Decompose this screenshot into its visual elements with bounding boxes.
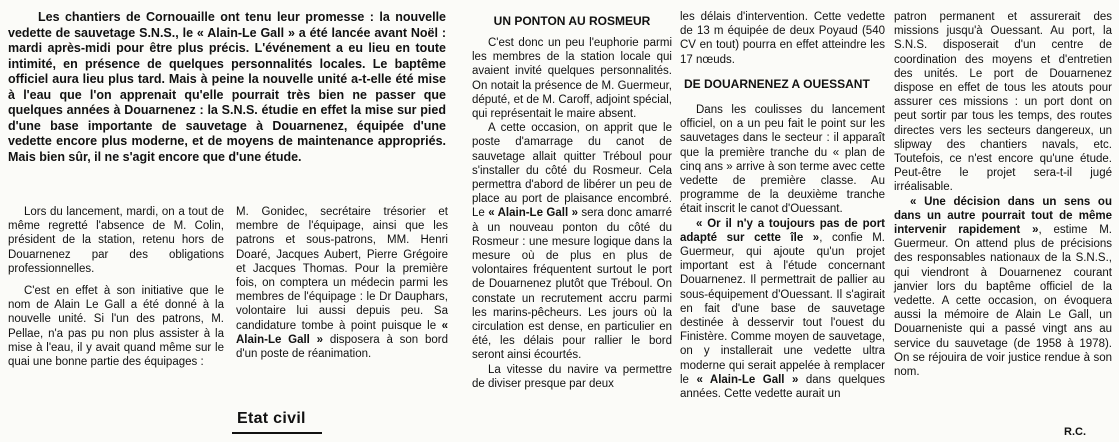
col4-boat-name: « Alain-Le Gall »: [696, 373, 799, 386]
lead-paragraph: [8, 10, 446, 165]
column-4: [680, 10, 885, 401]
col4-paragraph-0: les délais d'intervention. Cette vedette de 13 m équipée de deux Poyaud (540 CV en tout) pourra en effet atteindre les 17 nœuds.: [680, 11, 885, 66]
heading-douarnenez-ouessant: DE DOUARNENEZ A OUESSANT: [684, 76, 870, 91]
col3-paragraph-3: La vitesse du navire va permettre de diviser presque par deux: [472, 363, 672, 390]
col1-paragraph-1: Lors du lancement, mardi, on a tout de même regretté l'absence de M. Colin, président de la station, retenu hors de Douarnenez par des obligations professionnelles.: [8, 206, 224, 275]
col4-quote: « Or il n'y a toujours pas de port adapté sur cette île »: [680, 217, 885, 244]
col3-text-a: A cette occasion, on apprit que le poste d'amarrage du canot de sauvetage allait quitter Tréboul pour s'installer du côté du Rosmeur. Cela permettra d'abord de libérer un peu de place au port de plaisance encombré. Le: [472, 122, 672, 220]
author-signature: R.C.: [1064, 426, 1086, 438]
col5-paragraph-1: [894, 195, 1112, 380]
heading-ponton: UN PONTON AU ROSMEUR: [493, 14, 651, 28]
section-title-underline: [232, 432, 322, 434]
col5-text-a: , estime M. Guermeur. On attend plus de précisions des responsables nationaux de la S.N.S., qui viendront à Douarnenez courant janvier lors du baptême officiel de la vedette. A cette occasion, on évoquera aussi la mémoire de Alain Le Gall, un Douarneniste qui a passé vingt ans au service du sauvetage (de 1958 à 1978). On se réjouira de voir justice rendue à son nom.: [894, 224, 1112, 379]
lead-boat-name: « Alain-Le Gall »: [196, 25, 295, 40]
col2-text-b: disposera à son bord d'un poste de réanimation.: [236, 333, 448, 361]
col3-paragraph-2: [472, 121, 672, 362]
col1-paragraph-2: C'est en effet à son initiative que le nom de Alain Le Gall a été donné à la nouvelle unité. Si l'un des patrons, M. Pellae, n'a pas pu non plus assister à la mise à l'eau, il y avait quand même sur le quai une bonne partie des équipages :: [8, 285, 224, 369]
col4-paragraph-1: Dans les coulisses du lancement officiel, on a un peu fait le point sur les sauvetages dans le secteur : il apparaît que la première tranche du « plan de cinq ans » arrive à son terme avec cette vedette de première classe. Au programme de la deuxième tranche était inscrit le canot d'Ouessant.: [680, 104, 885, 216]
lead-text-a: Les chantiers de Cornouaille ont tenu leur promesse : la nouvelle vedette de sauvetage S.N.S., le: [8, 10, 446, 40]
col4-text-a: , confie M. Guermeur, qui ajoute qu'un projet important est à l'étude concernant Douarnenez. Il permettrait de pallier au sous-équipement d'Ouessant. Il s'agirait en fait d'une base de sauvetage destinée à desservir tout l'ouest du Finistère. Comme moyen de sauvetage, on y installerait une vedette ultra moderne qui serait appelée à remplacer le: [680, 231, 885, 386]
col3-boat-name: « Alain-Le Gall »: [488, 207, 578, 220]
col5-quote: « Une décision dans un sens ou dans un autre pourrait tout de même intervenir rapidement »: [894, 195, 1112, 237]
col3-paragraph-1: C'est donc un peu l'euphorie parmi les membres de la station locale qui avaient invité quelques personnalités. On notait la présence de M. Guermeur, député, et de M. Caroff, adjoint spécial, qui représentait le maire absent.: [472, 37, 672, 121]
col2-text-a: M. Gonidec, secrétaire trésorier et membre de l'équipage, ainsi que les patrons et sous-patrons, MM. Henri Doaré, Jacques Aubert, Pierre Grégoire et Jacques Thomas. Pour la première fois, on comptera un médecin parmi les membres de l'équipage : le Dr Dauphars, volontaire lui aussi depuis peu. Sa candidature tombe à point puisque le: [236, 206, 448, 332]
col2-paragraph-1: [236, 205, 448, 361]
col4-paragraph-2: [680, 217, 885, 402]
lead-text-b: a été lancée avant Noël : mardi après-midi pour être plus précis. L'événement a eu lieu en toute intimité, en présence de quelques personnalités locales. Le baptême officiel aura lieu plus tard. Mais à peine la nouvelle unité a-t-elle été mise à l'eau que l'on apprenait qu'elle pourrait très bien ne passer que quelques années à Douarnenez : la S.N.S. étudie en effet la mise sur pied d'une base importante de sauvetage à Douarnenez, équipée d'une vedette encore plus moderne, et de moyens de maintenance appropriés. Mais bien sûr, il ne s'agit encore que d'une étude.: [8, 25, 446, 164]
column-5: [894, 10, 1112, 379]
column-1: [8, 205, 224, 369]
col4-text-b: dans quelques années. Cette vedette aurait un: [680, 373, 885, 401]
col3-text-b: sera donc amarré à un nouveau ponton du côté du Rosmeur : une mesure logique dans la mesure où de plus en plus de volontaires fréquentent surtout le port de Douarnenez plutôt que Tréboul. On constate un recrutement accru parmi les marins-pêcheurs. Les jours où la circulation est dense, en particulier en été, les délais pour rallier le bord seront ainsi écourtés.: [472, 207, 672, 362]
col5-paragraph-0: patron permanent et assurerait des missions jusqu'à Ouessant. Au port, la S.N.S. disposerait d'un centre de coordination des moyens et d'entretien des unités. Le port de Douarnenez dispose en effet de tous les atouts pour assurer ces missions : un port dont on peut sortir par tous les temps, des routes directes vers les secteurs dangereux, un slipway des chantiers navals, etc. Toutefois, ce n'est encore qu'une étude. Peut-être le projet sera-t-il jugé irréalisable.: [894, 11, 1112, 194]
column-2: [236, 205, 448, 361]
column-3: [472, 36, 672, 391]
col2-boat-name: « Alain-Le Gall »: [236, 319, 448, 346]
section-title-etat-civil: Etat civil: [237, 410, 306, 427]
